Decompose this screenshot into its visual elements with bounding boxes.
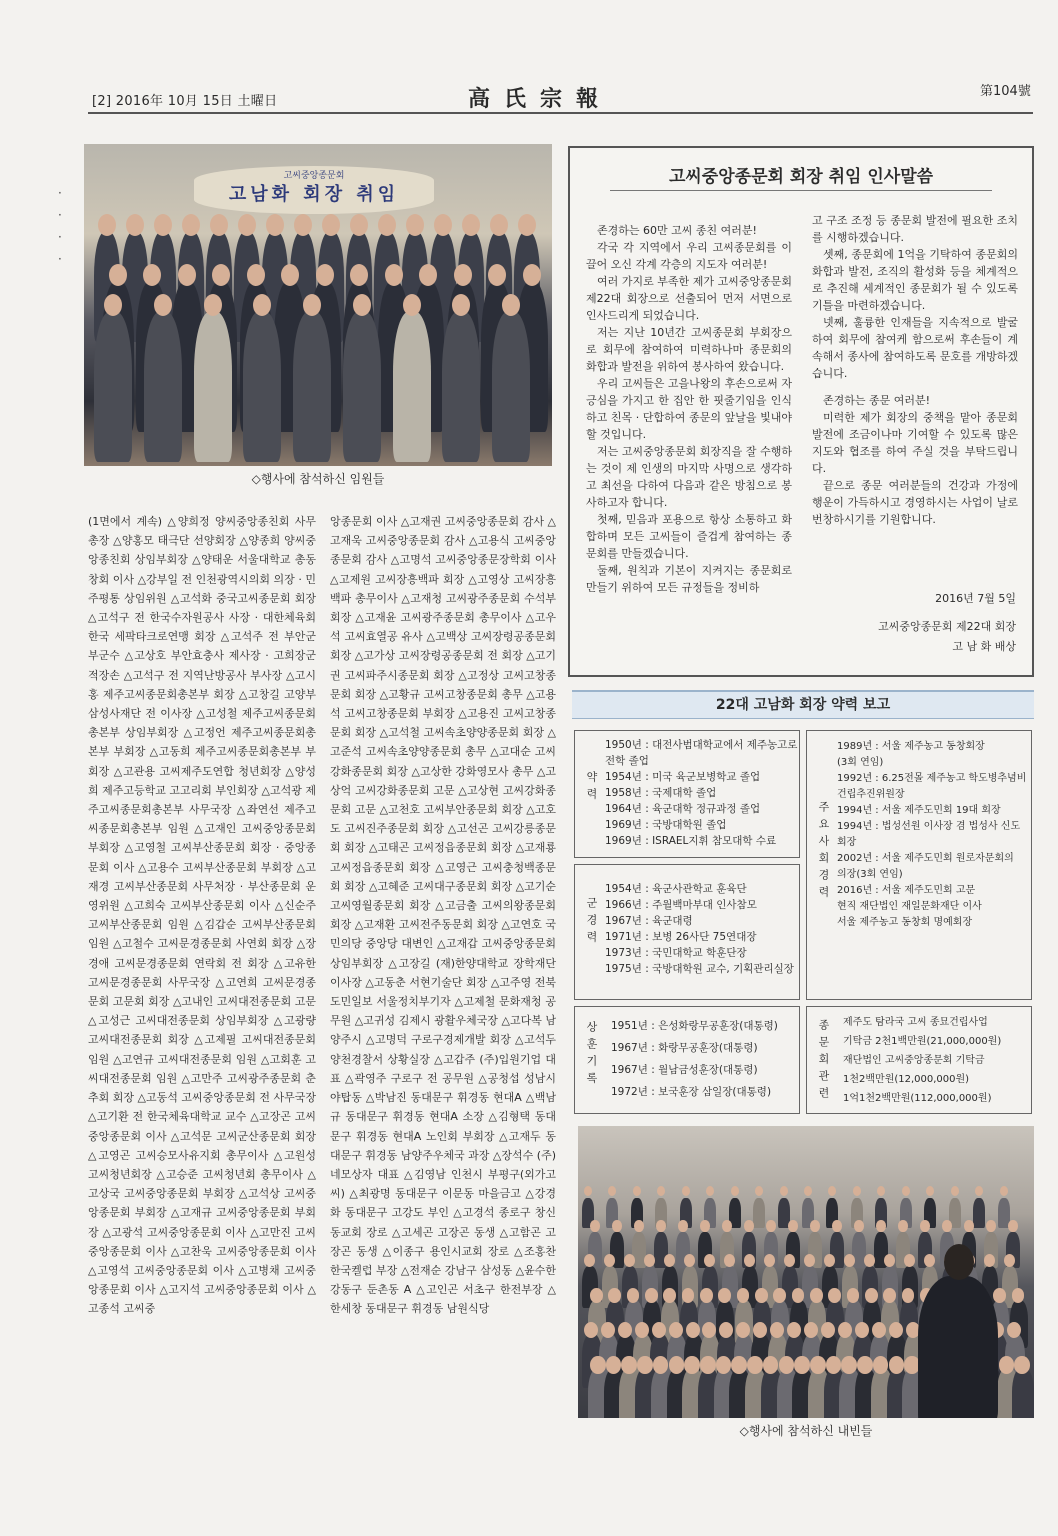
person-head [350, 214, 368, 236]
audience-head [804, 1322, 818, 1338]
audience-head [788, 1220, 798, 1232]
top-photo-caption: ◇행사에 참석하신 임원들 [251, 472, 385, 486]
bio-item: 1967년 : 월남금성훈장(대통령) [611, 1064, 758, 1076]
guests-photo [578, 1126, 1034, 1418]
audience-head [731, 1356, 747, 1374]
audience-head [637, 1356, 653, 1374]
audience-head [838, 1322, 852, 1338]
greeting-paragraph: 끝으로 종문 여러분들의 건강과 가정에 행운이 가득하시고 경영하시는 사업이 날로 번창하시기를 기원합니다. [812, 479, 1018, 526]
bio-item: 1992년 : 6.25전몰 제주농고 학도병추념비 [837, 773, 1027, 784]
bio-item: 1969년 : 국방대학원 졸업 [605, 819, 727, 831]
audience-head [755, 1186, 763, 1196]
audience-head [669, 1322, 683, 1338]
banner-text: 고남화 회장 취임 [228, 184, 400, 205]
audience-head [724, 1254, 735, 1267]
audience-head [621, 1356, 637, 1374]
person-head [518, 214, 536, 236]
bio-item: 재단법인 고씨중앙종문회 기탁금 [843, 1055, 985, 1066]
bio-item: 1973년 : 국민대학교 학훈단장 [605, 947, 747, 959]
audience-head [810, 1288, 823, 1303]
bio-item: (3회 연임) [837, 757, 884, 768]
person-head [154, 214, 172, 236]
audience-head [682, 1186, 690, 1196]
biography-title: 22대 고남화 회장 약력 보고 [572, 690, 1034, 719]
audience-head [920, 1220, 930, 1232]
audience-head [857, 1356, 873, 1374]
audience-head [773, 1288, 786, 1303]
greeting-paragraph: 넷째, 훌륭한 인재들을 지속적으로 발굴하여 회무에 참여케 함으로써 후손들이 계속해서 종사에 참여하도록 문호를 개방하겠습니다. [812, 316, 1018, 380]
audience-head [618, 1322, 632, 1338]
audience-figure [753, 1198, 765, 1228]
bio-item: 1994년 : 서울 제주도민회 19대 회장 [837, 805, 1001, 816]
bio-social-list [837, 739, 1026, 931]
audience-head [779, 1356, 795, 1374]
greeting-box [568, 146, 1034, 677]
audience-head [678, 1220, 688, 1232]
bio-social [806, 730, 1032, 1000]
audience-head [747, 1356, 763, 1374]
audience-head [706, 1186, 714, 1196]
bio-item: 현직 재단법인 재일문화재단 이사 [837, 901, 982, 912]
audience-head [1004, 1254, 1015, 1267]
audience-head [718, 1288, 731, 1303]
audience-head [657, 1186, 665, 1196]
audience-head [828, 1186, 836, 1196]
bio-clan [806, 1006, 1032, 1114]
audience-head [684, 1356, 700, 1374]
audience-head [832, 1220, 842, 1232]
bio-item: 1950년 : 대전사범대학교에서 제주농고로 [605, 739, 798, 751]
person-head [210, 214, 228, 236]
audience-head [873, 1356, 889, 1374]
person-figure [243, 312, 281, 462]
audience-head [604, 1254, 615, 1267]
person-head [316, 264, 334, 286]
binding-dots: · · · · [58, 186, 62, 266]
audience-head [889, 1322, 903, 1338]
audience-head [652, 1322, 666, 1338]
person-head [154, 294, 172, 316]
audience-head [884, 1254, 895, 1267]
audience-head [612, 1220, 622, 1232]
audience-head [877, 1186, 885, 1196]
bio-item: 건립추진위원장 [837, 789, 905, 800]
audience-head [853, 1186, 861, 1196]
audience-head [984, 1254, 995, 1267]
bio-education-list [605, 737, 797, 849]
audience-head [844, 1254, 855, 1267]
person-head [523, 264, 541, 286]
audience-head [855, 1322, 869, 1338]
greeting-signature-name: 고 남 화 배상 [952, 640, 1016, 653]
audience-head [656, 1220, 666, 1232]
audience-head [1007, 1322, 1021, 1338]
bio-item: 제주도 탐라국 고씨 종묘건립사업 [843, 1017, 988, 1028]
speaker-head [944, 1244, 974, 1280]
banner-small-text: 고씨중앙종문회 [283, 171, 345, 181]
issue-number: 第104號 [980, 84, 1031, 99]
audience-head [787, 1322, 801, 1338]
person-head [454, 264, 472, 286]
audience-head [810, 1220, 820, 1232]
event-banner [194, 166, 434, 214]
audience-head [942, 1220, 952, 1232]
bio-item: 1967년 : 화랑무공훈장(대통령) [611, 1042, 758, 1054]
person-figure [343, 312, 381, 462]
audience-head [635, 1322, 649, 1338]
audience-head [864, 1254, 875, 1267]
person-head [178, 264, 196, 286]
audience-head [766, 1220, 776, 1232]
person-figure [293, 312, 331, 462]
person-head [488, 264, 506, 286]
attendees-column-1: (1면에서 계속) △양희정 양씨중앙종친회 사무총장 △양홍모 태극단 선양회장 △양종희 양씨중앙종친회 상임부회장 △양태운 서울대학교 총동창회 이사 △강부일 전 인천광역시의회 의장 · 민주평통 상임위원 △고석화 중국고씨종문회 회장 △고석구 전 한국수자원공사 사장 · 대한체육회 한국 세팍타크로연맹 회장 △고석주 전 부안군 부군수 △고상호 부안효충사 제사장 · 고희장군 적장손 △고석구 전 지역난방공사 부사장 △고시홍 제주고씨종문회총본부 회장 △고창길 고양부삼성사재단 전 이사장 △고성철 제주고씨종문회총본부 상임부회장 △고정언 제주고씨종문회총본부 부회장 △고동희 제주고씨종문회총본부 부회장 △고관용 고씨제주도연합 청년회장 △양성희 제주고등학교 고고리회 부인회장 △고석광 제주고씨종문회총본부 사무국장 △좌연선 제주고씨종문회총본부 임원 △고재인 고씨중앙종문회 부회장 △고영철 고씨부산종문회 회장 · 중앙종문회 이사 △고용수 고씨부산종문회 부회장 △고재경 고씨부산종문회 사무처장 · 부산종문회 운영위원 △고희숙 고씨부산종문회 이사 △신순주 고씨부산종문회 임원 △김갑순 고씨부산종문회 임원 △고철수 고씨문경종문회 사연회 회장 △장경애 고씨문경종문회 연락회 전 회장 △고유한 고씨문경종문회 사무국장 △고연희 고씨문경종문회 고문회 회장 △고내인 고씨대전종문회 고문 △고성근 고씨대전종문회 상임부회장 △고광량 고씨대전종문회 회장 △고제필 고씨대전종문회 임원 △고연규 고씨대전종문회 임원 △고회훈 고씨대전종문회 임원 △고만주 고씨광주종문회 춘추회 회장 △고동석 고씨중앙종문회 전 사무국장 △고기환 전 한국체육대학교 교수 △고장곤 고씨중앙종문회 이사 △고석문 고씨군산종문회 회장 △고영곤 고씨승모사유지회 총무이사 △고원성 고씨청년회장 △고승준 고씨청년회 총무이사 △고상국 고씨중앙종문회 부회장 △고석상 고씨중앙종문회 부회장 △고재규 고씨중앙종문회 부회장 △고광석 고씨중앙종문회 이사 △고만진 고씨중앙종문회 이사 △고찬욱 고씨중앙종문회 이사 △고영석 고씨중앙종문회 이사 △고병채 고씨중앙종문회 이사 △고지석 고씨중앙종문회 이사 △고종석 고씨중 [88, 515, 316, 1316]
audience-head [682, 1288, 695, 1303]
audience-head [764, 1254, 775, 1267]
person-head [353, 294, 371, 316]
audience-head [755, 1288, 768, 1303]
bio-awards [574, 1006, 800, 1114]
audience-head [608, 1186, 616, 1196]
audience-head [824, 1254, 835, 1267]
audience-head [1014, 1356, 1030, 1374]
attendees-column-2: 앙종문회 이사 △고재권 고씨중앙종문회 감사 △고재욱 고씨중앙종문회 감사 △고용식 고씨중앙종문회 감사 △고명석 고씨중앙종문장학회 이사 △고제원 고씨장흥백파 회장 △고영상 고씨장흥백파 총무이사 △고재청 고씨광주종문회 수석부회장 △고재윤 고씨광주종문회 총무이사 △고우석 고씨효열공 유사 △고백상 고씨장령공종문회 회장 △고가상 고씨장령공종문회 전 회장 △고기권 고씨파주시종문회 회장 △고정상 고씨고창종문회 회장 △고황규 고씨고창종문회 총무 △고용석 고씨고창종문회 부회장 △고용진 고씨고창종문회 회장 △고석철 고씨속초양양종문회 회장 △고준석 고씨속초양양종문회 총무 △고대순 고씨강화종문회 회장 △고상한 강화영모사 총무 △고상억 고씨강화종문회 고문 △고상현 고씨강화종문회 고문 △고천호 고씨부안종문회 회장 △고호도 고씨진주종문회 회장 △고선곤 고씨강릉종문회 회장 △고태곤 고씨정읍종문회 회장 △고재룡 고씨정읍종문회 회장 △고영근 고씨충청백종문회 회장 △고혜준 고씨대구종문회 회장 △고기순 고씨영월종문회 회장 △고금출 고씨의왕종문회 회장 △고재환 고씨전주동문회 회장 △고연호 국민의당 중앙당 대변인 △고재갑 고씨중앙종문회 상임부회장 △고장길 (재)한양대학교 장학재단 이사장 △고동춘 서현기술단 회장 △고주영 전북도민일보 서울정치부기자 △고제철 문화재청 공무원 △고귀성 김제시 광활우체국장 △고다복 남양주시 △고명덕 구로구경제개발 회장 △고석두 양천경찰서 상황실장 △고갑주 (주)입원기업 대표 △곽영주 구로구 전 공무원 △공청섭 성남시 야탑동 △박남진 동대문구 휘경동 현대A △백남규 동대문구 휘경동 현대A 소장 △김형택 동대문구 휘경동 현대A 노인회 부회장 △고재두 동대문구 휘경동 남양주우체국 과장 △장석수 (주)네모상자 대표 △김영남 인천시 부평구(외가고씨) △최광명 동대문구 이문동 마을금고 △강경화 동대문구 고강도 부인 △고경석 종로구 창신동교회 장로 △고세곤 고장곤 동생 △고함곤 고장곤 동생 △이종구 용인시교회 장로 △조홍찬 한국켈럽 부장 △전재순 강남구 삼성동 △윤수한 강동구 둔촌동 A △고인곤 서초구 한전부장 △한세창 동대문구 휘경동 남원식당 [330, 515, 556, 1316]
audience-head [716, 1356, 732, 1374]
person-head [266, 214, 284, 236]
audience-head [686, 1322, 700, 1338]
audience-head [926, 1186, 934, 1196]
audience-head [876, 1220, 886, 1232]
audience-head [794, 1356, 810, 1374]
person-head [182, 214, 200, 236]
issue-date: [2] 2016年 10月 15日 土曜日 [92, 94, 278, 109]
audience-head [700, 1288, 713, 1303]
audience-head [590, 1356, 606, 1374]
bio-military-label: 군경력 [585, 897, 598, 948]
greeting-paragraph: 고 구조 조정 등 종문회 발전에 필요한 조치를 시행하겠습니다. [812, 214, 1018, 244]
bio-awards-label: 상훈기록 [585, 1021, 598, 1089]
audience-head [804, 1186, 812, 1196]
bio-social-label: 주요사회경력 [817, 801, 830, 903]
bio-item: 서울 제주농고 동창회 명예회장 [837, 917, 973, 928]
person-figure [442, 312, 480, 462]
audience-head [1008, 1220, 1018, 1232]
person-figure [144, 312, 182, 462]
bio-item: 회장 [837, 837, 857, 848]
audience-head [645, 1288, 658, 1303]
greeting-paragraph: 미력한 제가 회장의 중책을 맡아 종문회 발전에 조금이나마 기여할 수 있도록 많은 지도와 협조를 하여 주실 것을 부탁드립니다. [812, 411, 1018, 475]
bio-item: 1천2백만원(12,000,000원) [843, 1074, 970, 1085]
person-head [104, 294, 122, 316]
audience-figure [973, 1198, 985, 1228]
speaker-figure [918, 1276, 998, 1418]
bio-clan-list [843, 1013, 1001, 1108]
greeting-paragraph: 셋째, 종문회에 1억을 기탁하여 종문회의 화합과 발전, 조직의 활성화 등을 체계적으로 추진해 세계적인 종문회가 될 수 있도록 기틀을 마련하겠습니다. [812, 248, 1018, 312]
bio-item: 1954년 : 미국 육군보병학교 졸업 [605, 771, 761, 783]
audience-head [590, 1220, 600, 1232]
audience-head [664, 1254, 675, 1267]
person-head [294, 214, 312, 236]
greeting-paragraph: 존경하는 종문 여러분! [823, 394, 931, 407]
greeting-signature-title: 고씨중앙종문회 제22대 회장 [878, 620, 1016, 633]
bio-item: 기탁금 2천1백만원(21,000,000원) [843, 1036, 1002, 1047]
audience-head [872, 1322, 886, 1338]
person-figure [393, 312, 431, 462]
person-figure [492, 312, 530, 462]
bio-item: 1954년 : 육군사관학교 훈육단 [605, 883, 747, 895]
bio-education-label: 약력 [585, 771, 598, 805]
bio-education [574, 730, 800, 858]
audience-head [722, 1220, 732, 1232]
audience-head [993, 1288, 1006, 1303]
bio-item: 1989년 : 서울 제주농고 동창회장 [837, 741, 985, 752]
bio-item: 전학 졸업 [605, 755, 649, 767]
audience-head [608, 1288, 621, 1303]
greeting-right-column [812, 212, 1018, 528]
greeting-paragraph: 존경하는 60만 고씨 종친 여러분! [597, 224, 757, 237]
audience-head [584, 1186, 592, 1196]
greeting-paragraph: 첫째, 믿음과 포용으로 항상 소통하고 화합하며 모든 고씨들이 즐겁게 참여하는 종문회를 만들겠습니다. [586, 513, 792, 560]
bio-item: 1958년 : 국제대학 졸업 [605, 787, 717, 799]
bottom-photo-caption: ◇행사에 참석하신 내빈들 [739, 1424, 873, 1438]
audience-head [821, 1322, 835, 1338]
greeting-title-rule [610, 190, 992, 191]
audience-head [804, 1254, 815, 1267]
audience-head [584, 1254, 595, 1267]
person-head [204, 294, 222, 316]
person-head [98, 214, 116, 236]
person-head [378, 214, 396, 236]
greeting-paragraph: 저는 고씨중앙종문회 회장직을 잘 수행하는 것이 제 인생의 마지막 사명으로 생각하고 최선을 다하여 다음과 같은 방침으로 봉사하고자 합니다. [586, 445, 792, 509]
audience-head [841, 1356, 857, 1374]
bio-item: 1994년 : 법성선원 이사장 겸 법성사 신도 [837, 821, 1021, 832]
audience-head [883, 1288, 896, 1303]
audience-head [975, 1186, 983, 1196]
person-head [247, 264, 265, 286]
audience-head [737, 1288, 750, 1303]
bio-military [574, 864, 800, 1000]
audience-head [663, 1288, 676, 1303]
audience-head [633, 1186, 641, 1196]
audience-head [704, 1254, 715, 1267]
person-head [303, 294, 321, 316]
audience-head [627, 1288, 640, 1303]
audience-head [865, 1288, 878, 1303]
greeting-left-column [586, 222, 792, 596]
audience-head [601, 1322, 615, 1338]
person-head [490, 214, 508, 236]
person-head [322, 214, 340, 236]
audience-head [780, 1186, 788, 1196]
greeting-date: 2016년 7월 5일 [935, 592, 1016, 605]
bio-item: 1971년 : 보병 26사단 75연대장 [605, 931, 757, 943]
audience-head [700, 1220, 710, 1232]
audience-head [810, 1356, 826, 1374]
audience-head [951, 1186, 959, 1196]
audience-head [590, 1288, 603, 1303]
audience-head [584, 1322, 598, 1338]
bio-item: 1951년 : 은성화랑무공훈장(대통령) [611, 1020, 778, 1032]
bio-item: 2016년 : 서울 제주도민회 고문 [837, 885, 976, 896]
masthead-title: 高氏宗報 [467, 86, 612, 112]
bio-item: 1966년 : 주월백마부대 인사참모 [605, 899, 757, 911]
bio-item: 1억1천2백만원(112,000,000원) [843, 1093, 992, 1104]
audience-head [784, 1254, 795, 1267]
audience-figure [1012, 1368, 1034, 1418]
audience-head [889, 1356, 905, 1374]
audience-head [792, 1288, 805, 1303]
person-head [238, 214, 256, 236]
audience-head [904, 1254, 915, 1267]
person-figure [94, 312, 132, 462]
audience-head [763, 1356, 779, 1374]
bio-item: 1964년 : 육군대학 정규과정 졸업 [605, 803, 761, 815]
executives-group-photo [84, 144, 552, 466]
audience-head [744, 1220, 754, 1232]
bio-item: 의장(3회 연임) [837, 869, 903, 880]
header-rule [88, 112, 1033, 114]
audience-head [606, 1356, 622, 1374]
audience-head [924, 1254, 935, 1267]
audience-head [999, 1356, 1015, 1374]
bio-military-list [605, 881, 794, 977]
person-head [406, 214, 424, 236]
biography-section [572, 690, 1034, 1120]
audience-head [653, 1356, 669, 1374]
audience-head [684, 1254, 695, 1267]
bio-item: 2002년 : 서울 제주도민회 원로자문회의 [837, 853, 1014, 864]
person-head [385, 264, 403, 286]
audience-head [902, 1288, 915, 1303]
audience-head [828, 1288, 841, 1303]
audience-head [964, 1220, 974, 1232]
bio-clan-label: 종문회관련 [817, 1019, 830, 1104]
audience-head [744, 1254, 755, 1267]
bio-awards-list [611, 1015, 778, 1103]
greeting-paragraph: 각국 각 지역에서 우리 고씨종문회를 이끌어 오신 각계 각층의 지도자 여러분! [586, 241, 792, 271]
audience-head [1000, 1186, 1008, 1196]
audience-head [624, 1254, 635, 1267]
audience-head [700, 1356, 716, 1374]
greeting-paragraph: 우리 고씨들은 고을나왕의 후손으로써 자긍심을 가지고 한 집안 한 핏줄기임을 인식하고 친목 · 단합하여 종문의 앞날을 빛내야 할 것입니다. [586, 377, 792, 441]
audience-head [731, 1186, 739, 1196]
audience-head [847, 1288, 860, 1303]
greeting-title: 고씨중앙종문회 회장 취임 인사말씀 [668, 167, 934, 187]
audience-head [826, 1356, 842, 1374]
greeting-paragraph: 저는 지난 10년간 고씨종문회 부회장으로 회무에 참여하여 미력하나마 종문회의 화합과 발전을 위하여 봉사하여 왔습니다. [586, 326, 792, 373]
bio-item: 1972년 : 보국훈장 삼일장(대통령) [611, 1086, 772, 1098]
person-figure [194, 312, 232, 462]
audience-head [854, 1220, 864, 1232]
audience-head [644, 1254, 655, 1267]
audience-head [1012, 1288, 1025, 1303]
person-head [109, 264, 127, 286]
bio-item: 1975년 : 국방대학원 교수, 기획관리실장 [605, 963, 794, 975]
bio-item: 1967년 : 육군대령 [605, 915, 693, 927]
greeting-paragraph: 여러 가지로 부족한 제가 고씨중앙종문회 제22대 회장으로 선출되어 먼저 서면으로 인사드리게 되었습니다. [586, 275, 792, 322]
person-head [403, 294, 421, 316]
audience-head [986, 1220, 996, 1232]
person-head [462, 214, 480, 236]
greeting-paragraph: 둘째, 원칙과 기본이 지켜지는 종문회로 만들기 위하여 모든 규정들을 정비하 [586, 564, 792, 594]
person-head [126, 214, 144, 236]
person-head [434, 214, 452, 236]
audience-head [902, 1186, 910, 1196]
audience-head [898, 1220, 908, 1232]
audience-head [634, 1220, 644, 1232]
bio-item: 1969년 : ISRAEL지휘 참모대학 수료 [605, 835, 777, 847]
audience-head [669, 1356, 685, 1374]
